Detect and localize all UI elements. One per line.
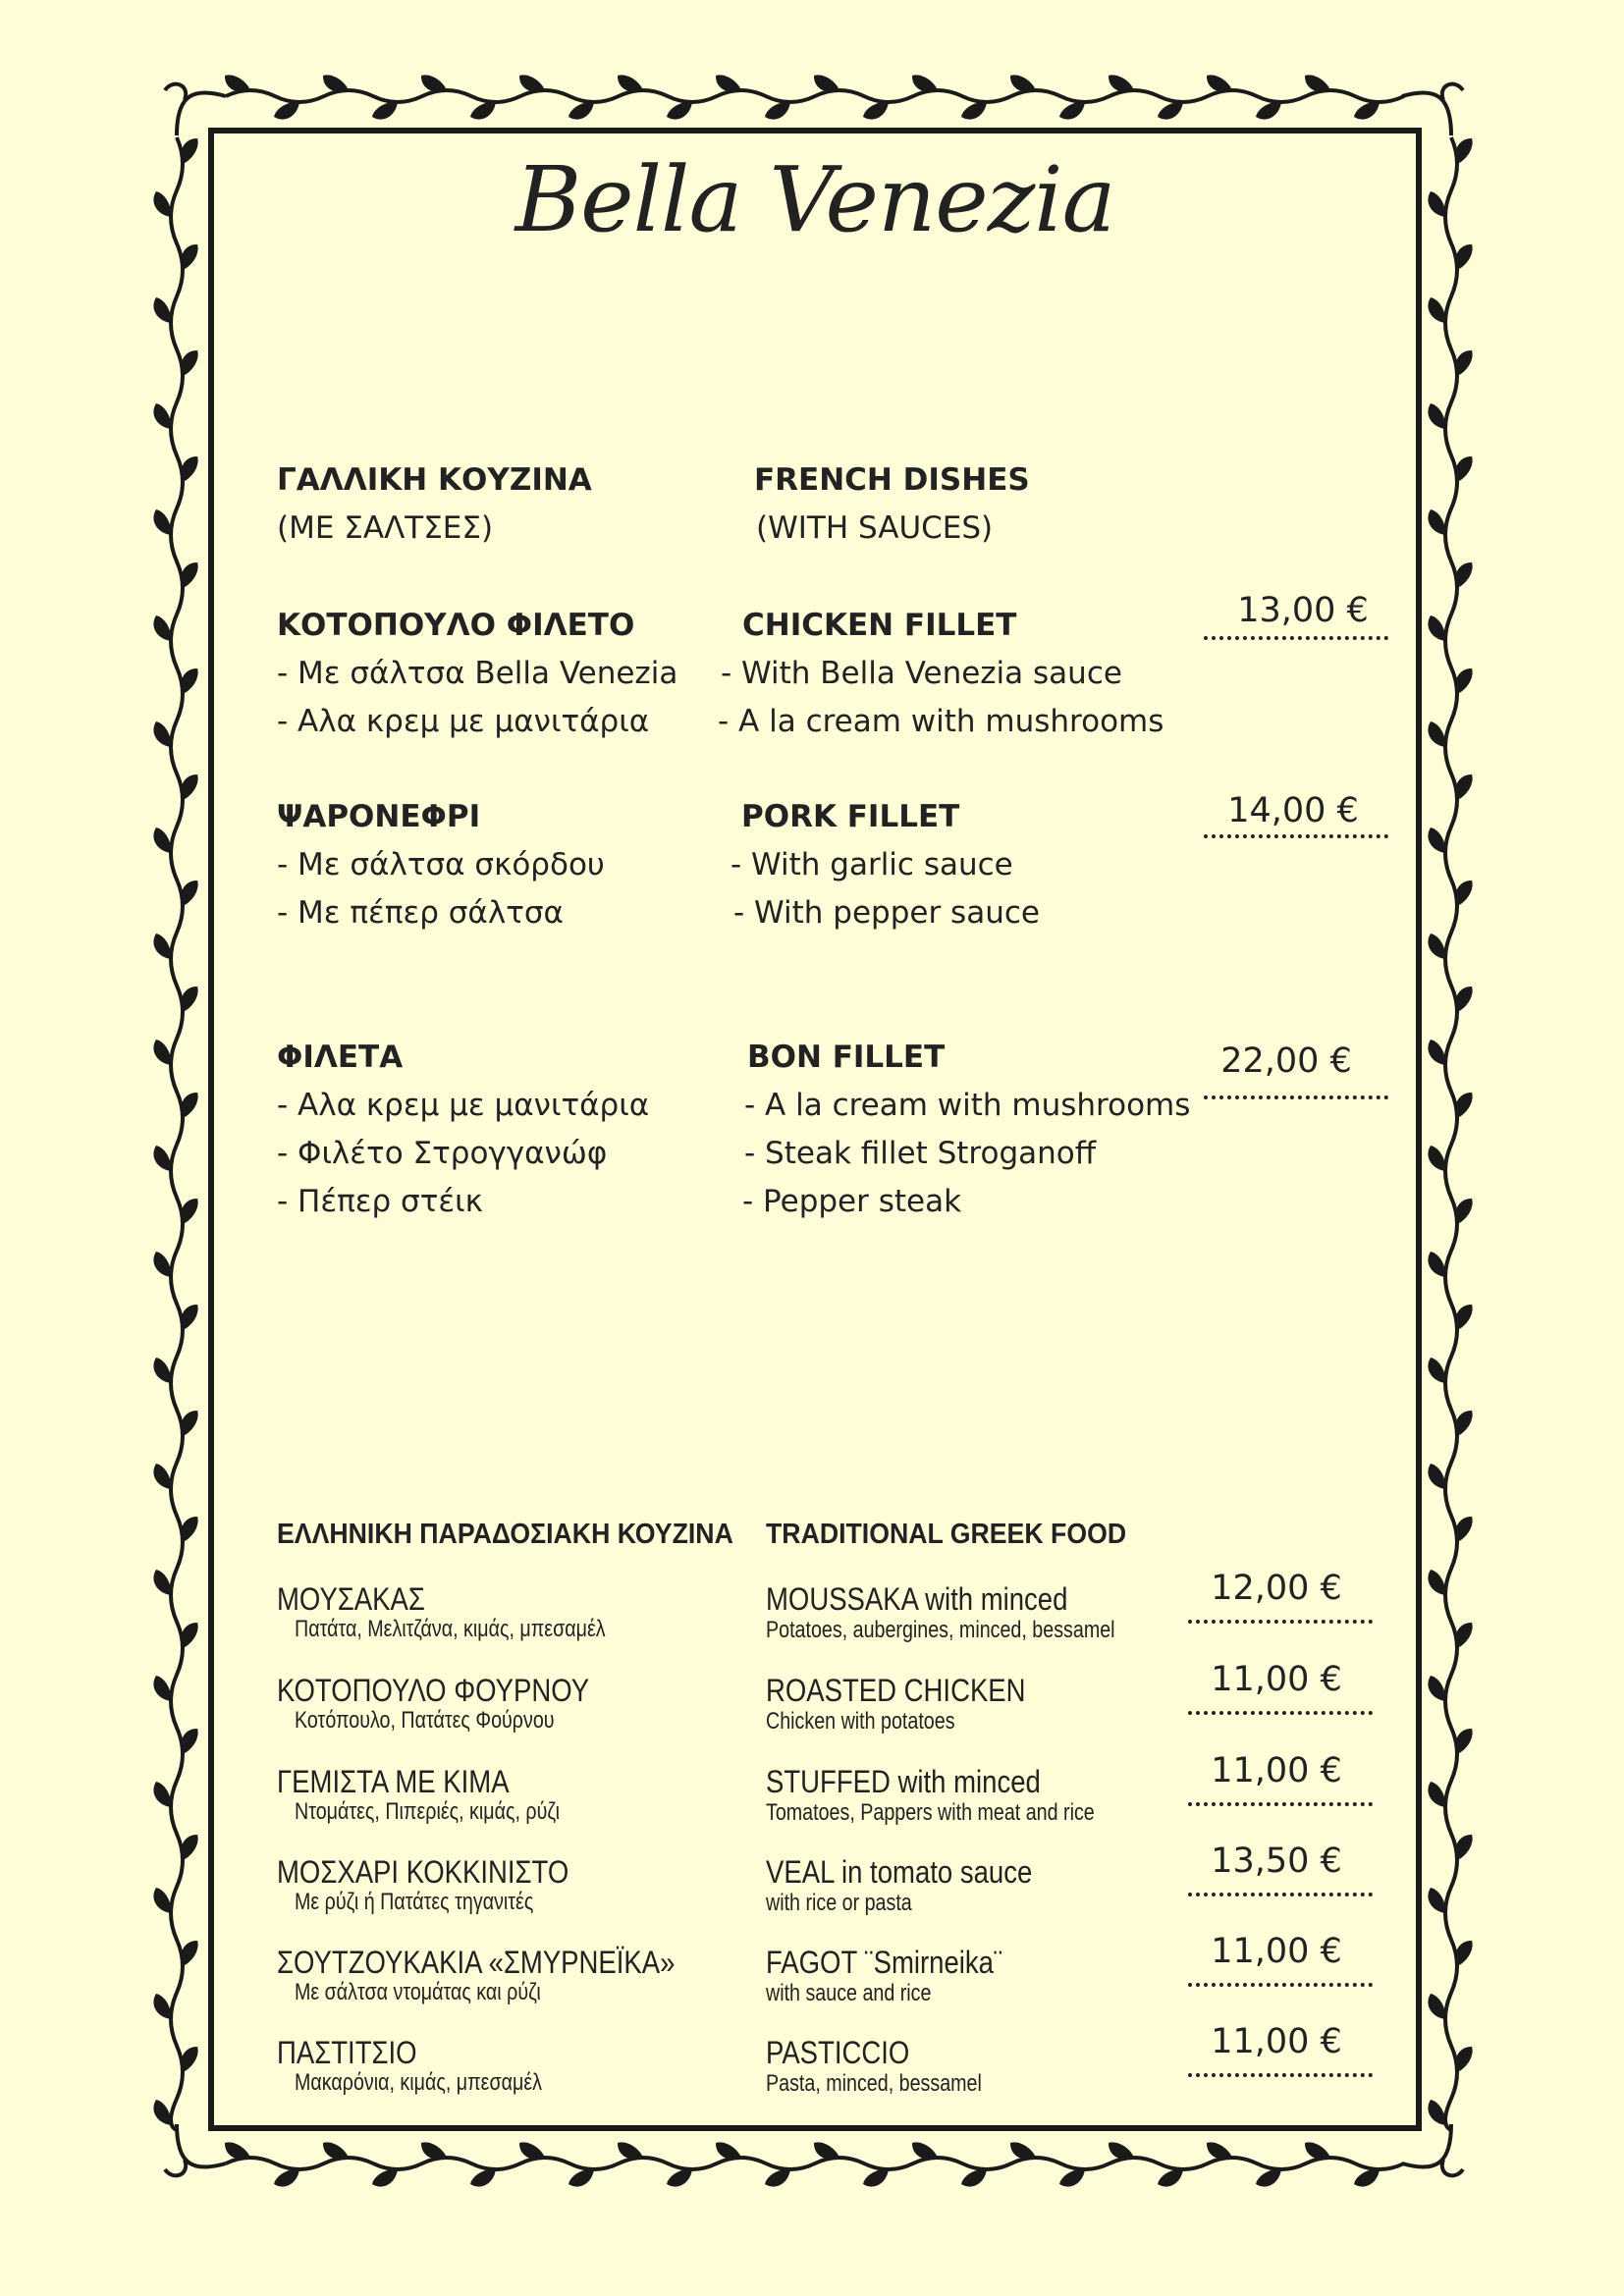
dish-description-english: with sauce and rice [766,1980,932,2006]
corner-ornament [165,2124,226,2175]
french-subheading-english: (WITH SAUCES) [756,510,994,546]
dish-name-greek: ΣΟΥΤΖΟΥΚΑΚΙΑ «ΣΜΥΡΝΕΪΚΑ» [277,1945,676,1980]
vine-stem [171,137,183,2130]
dish-description-english: Pasta, minced, bessamel [766,2070,982,2097]
option-english: - A la cream with mushrooms [744,1088,1191,1123]
dish-description-greek: Πατάτα, Μελιτζάνα, κιμάς, μπεσαμέλ [295,1616,606,1642]
dish-description-english: Chicken with potatoes [766,1708,955,1735]
price-leader-dots [1188,1620,1373,1624]
dish-name-greek: ΓΕΜΙΣΤΑ ΜΕ ΚΙΜΑ [277,1764,510,1799]
option-english: - Pepper steak [742,1184,962,1219]
price: 11,00 € [1211,1660,1342,1699]
dish-name-english: BON FILLET [747,1040,946,1075]
dish-description-english: with rice or pasta [766,1890,912,1916]
option-greek: - Πέπερ στέικ [277,1184,483,1219]
restaurant-title: Bella Venezia [514,147,1115,252]
price: 11,00 € [1211,2022,1342,2061]
dish-name-english: PORK FILLET [741,799,960,834]
dish-description-greek: Μακαρόνια, κιμάς, μπεσαμέλ [295,2069,542,2096]
price-leader-dots [1188,1983,1373,1987]
corner-ornament [1402,2124,1463,2175]
french-heading-greek: ΓΑΛΛΙΚΗ ΚΟΥΖΙΝΑ [277,462,592,498]
option-greek: - Με πέπερ σάλτσα [277,895,564,931]
option-english: - Steak fillet Stroganoff [744,1136,1097,1171]
dish-name-english: STUFFED with minced [766,1764,1041,1799]
option-greek: - Με σάλτσα σκόρδου [277,847,605,882]
dish-description-greek: Με ρύζι ή Πατάτες τηγανιτές [295,1889,534,1915]
option-greek: - Φιλέτο Στρογγανώφ [277,1136,608,1171]
price: 11,00 € [1211,1932,1342,1971]
dish-name-greek: ΚΟΤΟΠΟΥΛΟ ΦΙΛΕΤΟ [277,608,635,643]
dish-description-greek: Με σάλτσα ντομάτας και ρύζι [295,1979,541,2005]
price-leader-dots [1188,1711,1373,1715]
option-english: - With Bella Venezia sauce [721,656,1122,691]
dish-description-greek: Κοτόπουλο, Πατάτες Φούρνου [295,1707,555,1734]
option-english: - With pepper sauce [733,895,1040,931]
dish-name-greek: ΨΑΡΟΝΕΦΡΙ [277,799,481,834]
vine-stem [226,2158,1404,2169]
price-leader-dots [1188,1802,1373,1806]
dish-name-english: FAGOT ¨Smirneika¨ [766,1945,1003,1980]
dish-name-english: MOUSSAKA with minced [766,1581,1068,1617]
price: 11,00 € [1211,1751,1342,1790]
vine-stem [1445,137,1457,2130]
option-english: - With garlic sauce [731,847,1013,882]
dish-description-greek: Ντομάτες, Πιπεριές, κιμάς, ρύζι [295,1798,561,1825]
price: 22,00 € [1220,1041,1352,1081]
dish-name-english: VEAL in tomato sauce [766,1854,1033,1890]
greek-heading-english: TRADITIONAL GREEK FOOD [766,1519,1127,1550]
price-leader-dots [1188,1893,1373,1896]
dish-name-greek: ΜΟΣΧΑΡΙ ΚΟΚΚΙΝΙΣΤΟ [277,1854,569,1890]
greek-heading-greek: ΕΛΛΗΝΙΚΗ ΠΑΡΑΔΟΣΙΑΚΗ ΚΟΥΖΙΝΑ [277,1519,733,1550]
option-greek: - Με σάλτσα Bella Venezia [277,656,678,691]
dish-description-english: Tomatoes, Pappers with meat and rice [766,1799,1095,1826]
dish-name-greek: ΦΙΛΕΤΑ [277,1040,404,1075]
dish-name-english: PASTICCIO [766,2035,910,2070]
price-leader-dots [1204,834,1388,838]
dish-name-greek: ΜΟΥΣΑΚΑΣ [277,1581,425,1617]
price: 12,00 € [1211,1569,1342,1608]
price-leader-dots [1188,2073,1373,2077]
french-heading-english: FRENCH DISHES [754,462,1030,498]
price: 13,00 € [1237,591,1369,630]
option-english: - A la cream with mushrooms [718,704,1164,739]
dish-name-greek: ΠΑΣΤΙΤΣΙΟ [277,2035,417,2070]
dish-description-english: Potatoes, aubergines, minced, bessamel [766,1617,1115,1643]
dish-name-english: ROASTED CHICKEN [766,1673,1026,1708]
french-subheading-greek: (ΜΕ ΣΑΛΤΣΕΣ) [277,510,494,546]
dish-name-greek: ΚΟΤΟΠΟΥΛΟ ΦΟΥΡΝΟΥ [277,1673,590,1708]
inner-frame [211,131,1419,2128]
dish-name-english: CHICKEN FILLET [742,608,1017,643]
price-leader-dots [1204,1095,1388,1099]
option-greek: - Αλα κρεμ με μανιτάρια [277,704,650,739]
price: 13,50 € [1211,1842,1342,1881]
price: 14,00 € [1227,791,1359,830]
vine-stem [226,90,1404,102]
option-greek: - Αλα κρεμ με μανιτάρια [277,1088,650,1123]
price-leader-dots [1204,636,1388,640]
